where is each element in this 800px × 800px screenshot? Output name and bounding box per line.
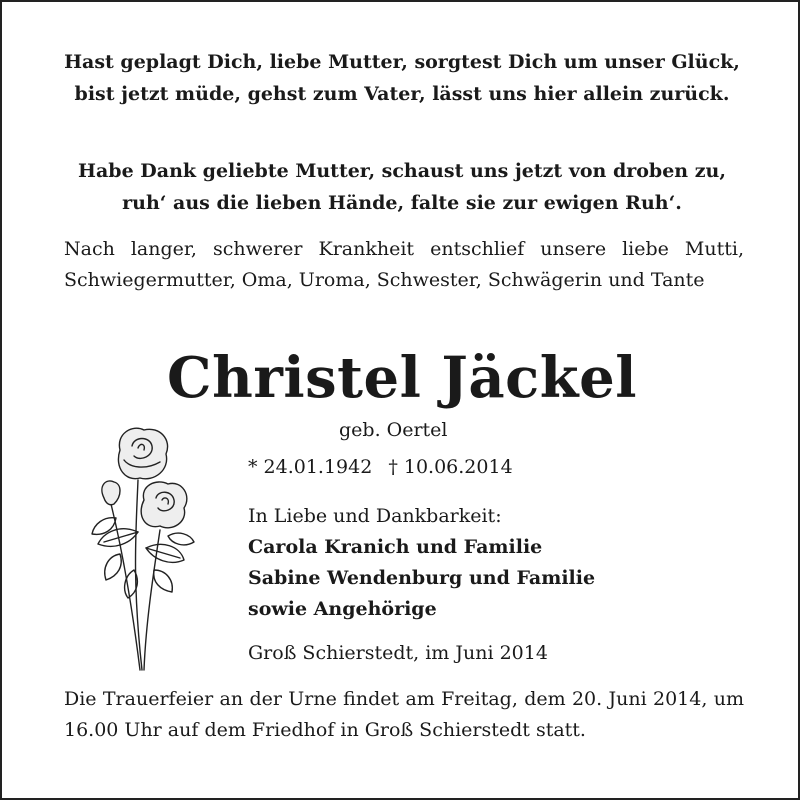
maiden-name: geb. Oertel <box>339 419 448 441</box>
life-dates <box>248 453 513 481</box>
mourner-name: Carola Kranich und Familie <box>248 536 543 558</box>
deceased-name: Christel Jäckel <box>167 345 637 411</box>
death-date: † 10.06.2014 <box>388 456 513 478</box>
mourner-name: sowie Angehörige <box>248 598 437 620</box>
place-date: Groß Schierstedt, im Juni 2014 <box>248 642 548 664</box>
closing-text: Die Trauerfeier an der Urne findet am Freitag, dem 20. Juni 2014, um 16.00 Uhr auf dem Friedhof in Groß Schierstedt statt. <box>64 688 744 741</box>
mourner-name: Sabine Wendenburg und Familie <box>248 567 596 589</box>
mourners-block <box>248 501 595 625</box>
intro-text: Nach langer, schwerer Krankheit entschlief unsere liebe Mutti, Schwiegermutter, Oma, Uroma, Schwester, Schwägerin und Tante <box>64 238 744 291</box>
poem-stanza-2: Habe Dank geliebte Mutter, schaust uns jetzt von droben zu, ruh‘ aus die lieben Hände, falte sie zur ewigen Ruh‘. <box>78 160 726 214</box>
birth-date: * 24.01.1942 <box>248 456 373 478</box>
rose-illustration-icon <box>80 420 198 672</box>
mourners-intro: In Liebe und Dankbarkeit: <box>248 505 502 527</box>
poem-stanza-1: Hast geplagt Dich, liebe Mutter, sorgtest Dich um unser Glück, bist jetzt müde, gehst zum Vater, lässt uns hier allein zurück. <box>64 51 740 105</box>
